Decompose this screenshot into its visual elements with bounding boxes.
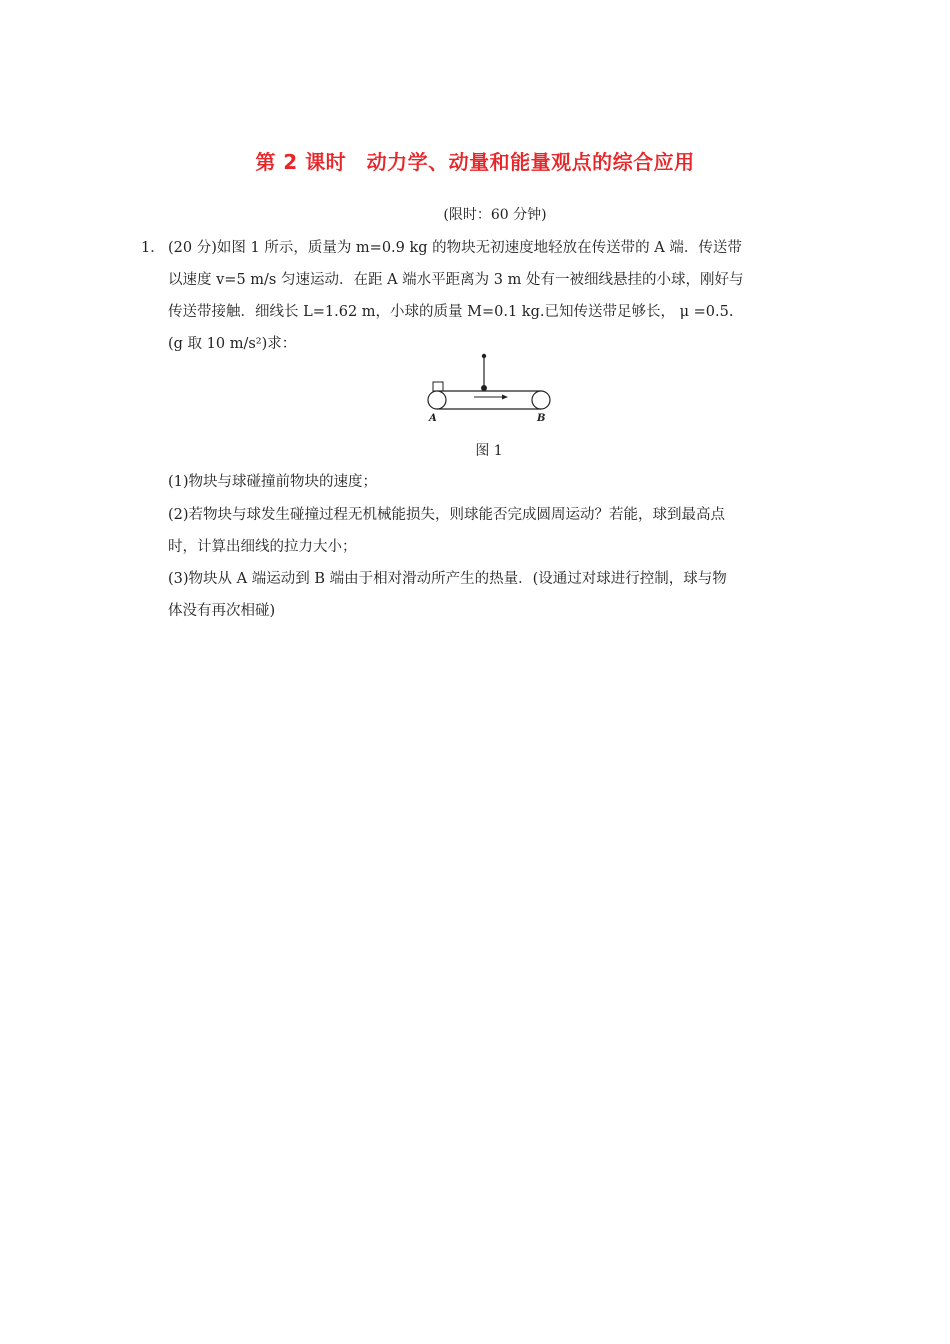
pulley-b (532, 391, 550, 409)
label-a: A (429, 413, 437, 424)
label-b: B (537, 413, 546, 424)
sub-question-line-2: (2)若物块与球发生碰撞过程无机械能损失，则球能否完成圆周运动？若能，球到最高点 (168, 507, 726, 523)
direction-arrowhead (502, 395, 508, 400)
time-limit: (限时：60 分钟) (443, 207, 547, 223)
sub-question-line-5: 体没有再次相碰) (168, 603, 276, 619)
question-line-3: 传送带接触．细线长 L=1.62 m，小球的质量 M=0.1 kg.已知传送带足够长， μ =0.5. (168, 304, 734, 320)
question-line-4: (g 取 10 m/s²)求： (168, 336, 297, 352)
question-number: 1． (141, 240, 165, 256)
sub-question-line-4: (3)物块从 A 端运动到 B 端由于相对滑动所产生的热量．(设通过对球进行控制，球与物 (168, 571, 727, 587)
question-line-2: 以速度 v=5 m/s 匀速运动．在距 A 端水平距离为 3 m 处有一被细线悬挂的小球，刚好与 (168, 272, 744, 288)
page-title: 第 2 课时 动力学、动量和能量观点的综合应用 (255, 150, 695, 174)
block (433, 382, 443, 391)
sub-question-line-3: 时，计算出细线的拉力大小； (168, 539, 357, 555)
sub-question-line-1: (1)物块与球碰撞前物块的速度； (168, 474, 378, 490)
question-line-1: (20 分)如图 1 所示，质量为 m=0.9 kg 的物块无初速度地轻放在传送带的 A 端．传送带 (168, 240, 742, 256)
pulley-a (428, 391, 446, 409)
figure-caption: 图 1 (475, 443, 503, 459)
conveyor-belt-figure (418, 350, 568, 429)
conveyor-belt-diagram (418, 350, 568, 425)
pendulum-ball (481, 385, 487, 391)
